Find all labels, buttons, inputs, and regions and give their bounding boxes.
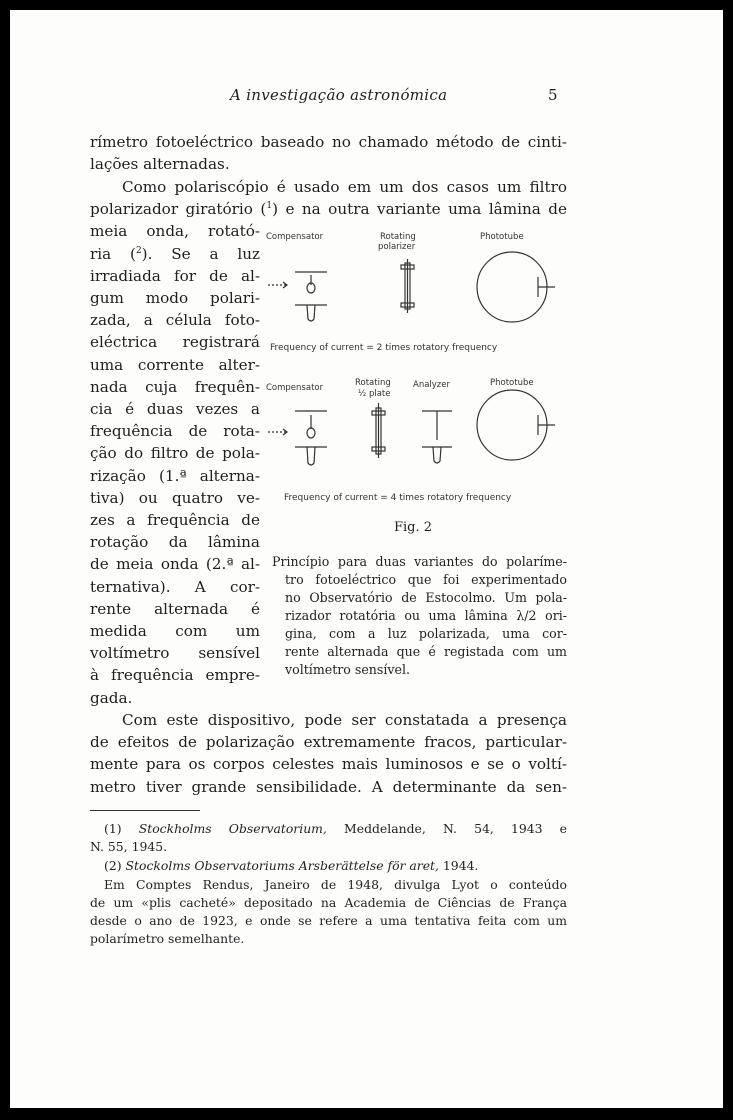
text-line: lações alternadas. [90,155,230,173]
text-line: ção do filtro de pola- [90,444,260,462]
figure-label: Fig. 2 [394,520,433,535]
text-line: medida com um [90,622,260,640]
text-line: rente alternada é [90,600,260,618]
label-phototube-top: Phototube [480,232,524,242]
text-line: à frequência empre- [90,666,260,684]
text-line: rização (1.ª alterna- [90,467,260,485]
text-line: zada, a célula foto- [90,311,260,329]
label-half-plate: ½ plate [358,389,391,399]
text-line: Com este dispositivo, pode ser constatada a presença [122,711,567,729]
footnote-2: (2) Stockolms Observatoriums Arsberättelse för aret, 1944. [104,858,479,873]
footnote-3-line: de um «plis cacheté» depositado na Academia de Ciências de França [90,895,567,910]
footnote-1: (1) Stockholms Observatorium, Meddelande, N. 54, 1943 e [104,821,567,836]
label-compensator-top: Compensator [266,232,324,242]
footnote-3-line: desde o ano de 1923, e onde se refere a uma tentativa feita com um [90,913,567,928]
caption-line: gina, com a luz polarizada, uma cor- [285,626,567,641]
text-line: de efeitos de polarização extremamente fracos, particular- [90,733,567,751]
text-line: nada cuja frequên- [90,378,260,396]
caption-line: tro fotoeléctrico que foi experimentado [285,572,567,587]
text-line: metro tiver grande sensibilidade. A determinante da sen- [90,778,567,796]
text-line: rotação da lâmina [90,533,260,551]
compensator-b-lens [307,428,315,438]
text-line: tiva) ou quatro ve- [90,489,260,507]
caption-line: voltímetro sensível. [285,662,410,677]
footnote-3-line: polarímetro semelhante. [90,931,245,946]
text-line: ria ($^2$). Se a luz [90,245,260,263]
text-line: rímetro fotoeléctrico baseado no chamado método de cinti- [90,133,567,151]
label-polarizer-top: polarizer [378,242,416,252]
phototube-top [477,252,547,322]
caption-line: Princípio para duas variantes do polaríme- [272,554,567,569]
label-phototube-bottom: Phototube [490,378,534,388]
caption-line: rizador rotatória ou uma lâmina λ/2 ori- [285,608,567,623]
footnote-rule [90,810,200,811]
text-line: mente para os corpos celestes mais luminosos e se o voltí- [90,755,567,773]
text-line: Como polariscópio é usado em um dos casos um filtro [122,178,567,196]
text-line: de meia onda (2.ª al- [90,555,260,573]
label-rotating-bottom: Rotating [355,378,391,388]
caption-line: rente alternada que é registada com um [285,644,567,659]
polarimeter-diagram [250,215,570,515]
running-title: A investigação astronómica [230,86,448,104]
frequency-top: Frequency of current = 2 times rotatory frequency [270,343,498,353]
book-page [10,10,723,1108]
label-analyzer: Analyzer [413,380,450,390]
compensator-base-stem [307,305,315,321]
text-line: polarizador giratório ($^1$) e na outra variante uma lâmina de [90,200,567,218]
text-line: cia é duas vezes a [90,400,260,418]
text-line: ternativa). A cor- [90,578,260,596]
label-compensator-bottom: Compensator [266,383,324,393]
caption-line: no Observatório de Estocolmo. Um pola- [285,590,567,605]
footnote-3-line: Em Comptes Rendus, Janeiro de 1948, divulga Lyot o conteúdo [104,877,567,892]
footnote-1-cont: N. 55, 1945. [90,839,168,854]
phototube-bottom [477,390,547,460]
text-line: gum modo polari- [90,289,260,307]
analyzer-base-stem [433,447,441,463]
text-line: eléctrica registrará [90,333,260,351]
text-line: frequência de rota- [90,422,260,440]
page-number: 5 [548,86,558,104]
text-line: meia onda, rotató- [90,222,260,240]
text-line: voltímetro sensível [90,644,260,662]
frequency-bottom: Frequency of current = 4 times rotatory frequency [284,493,512,503]
text-line: irradiada for de al- [90,267,260,285]
text-line: zes a frequência de [90,511,260,529]
label-rotating-top: Rotating [380,232,416,242]
text-line: uma corrente alter- [90,356,260,374]
text-line: gada. [90,689,133,707]
compensator-b-base-stem [307,447,315,465]
